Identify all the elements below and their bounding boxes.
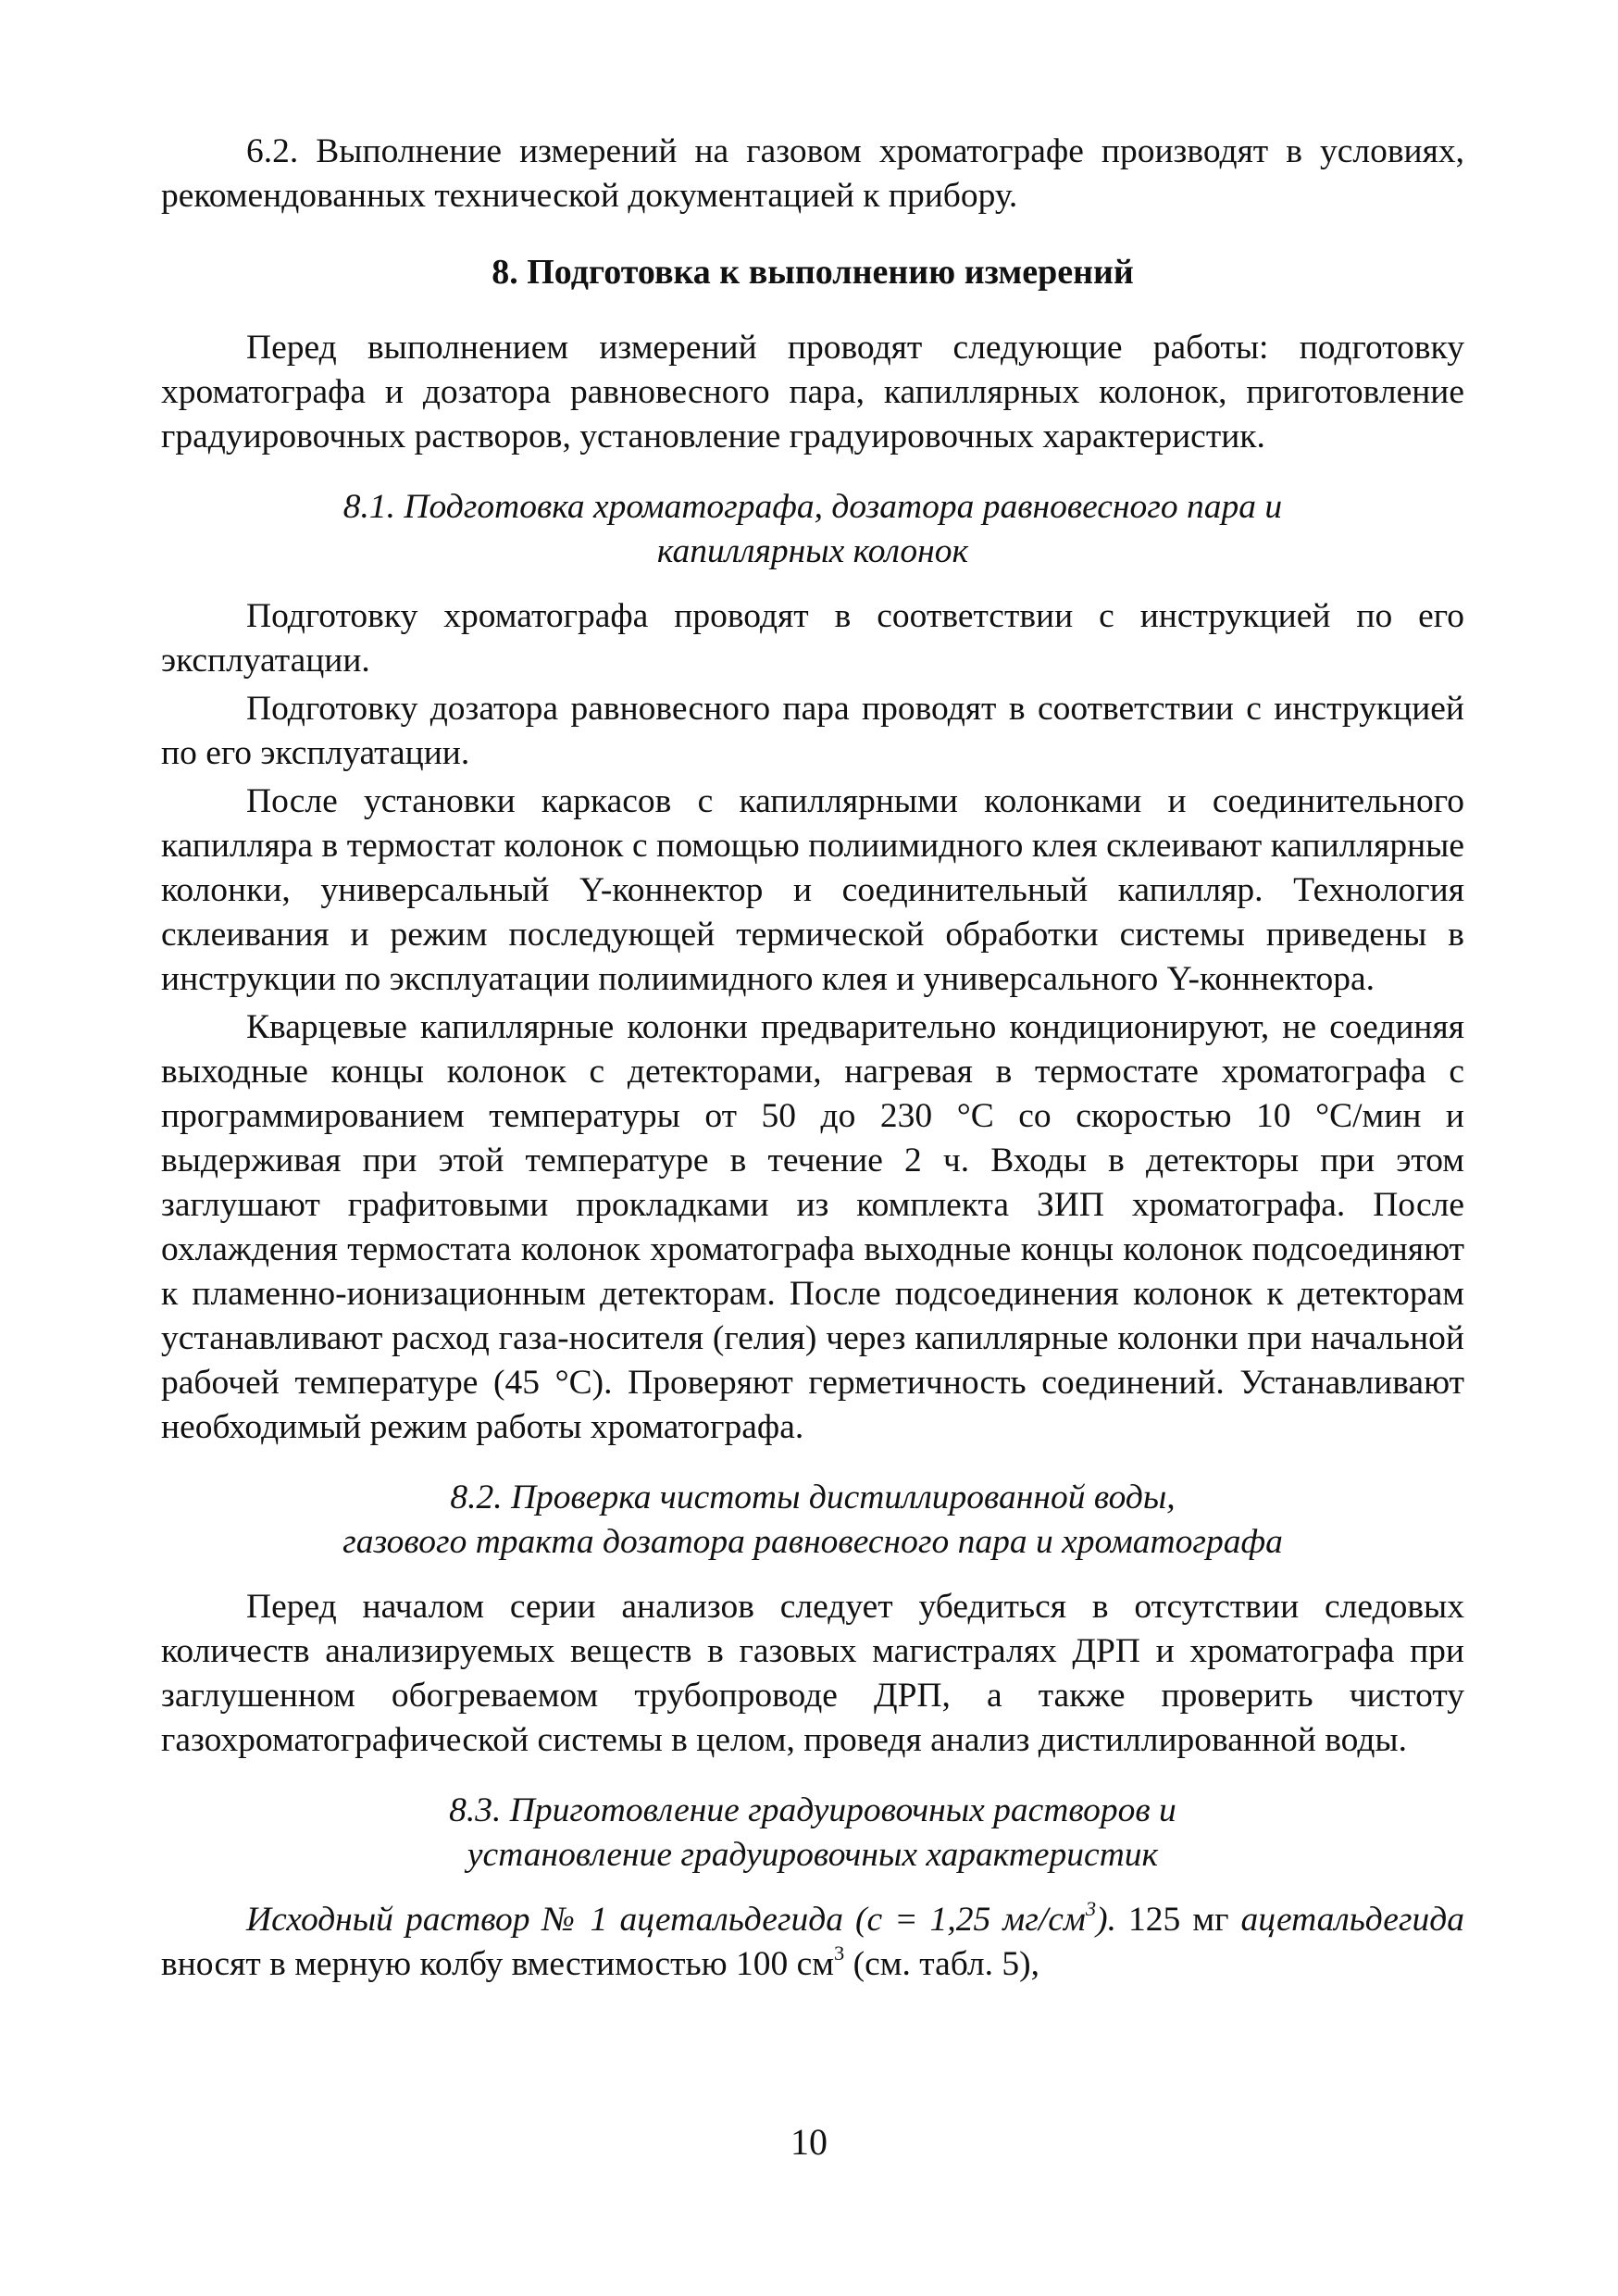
section-8-paragraph: Перед выполнением измерений проводят следующие работы: подготовку хроматографа и дозатора равновесного пара, капиллярных колонок, приготовление градуировочных растворов, установление градуировочных характеристик.: [161, 329, 1464, 455]
section-8-title: 8. Подготовка к выполнению измерений: [492, 253, 1134, 292]
section-8-2-title: [161, 1476, 1464, 1565]
section-8-3-title-line1: 8.3. Приготовление градуировочных растворов и: [449, 1791, 1176, 1829]
stock-solution-lead: [246, 1896, 1116, 1939]
section-8-1-paragraph-1: Подготовку хроматографа проводят в соответствии с инструкцией по его эксплуатации.: [161, 597, 1464, 680]
section-8-2-title-line1: 8.2. Проверка чистоты дистиллированной воды,: [450, 1479, 1176, 1516]
paragraph-6-2: 6.2. Выполнение измерений на газовом хроматографе производят в условиях, рекомендованных технической документацией к прибору.: [161, 132, 1464, 215]
section-8-1-paragraph-2: Подготовку дозатора равновесного пара проводят в соответствии с инструкцией по его эксплуатации.: [161, 690, 1464, 772]
stock-solution-text-3: (см. табл. 5),: [844, 1945, 1039, 1983]
section-8-1-paragraph-4: Кварцевые капиллярные колонки предварительно кондиционируют, не соединяя выходные концы колонок с детекторами, нагревая в термостате хроматографа с программированием температуры от 50 до 230 °С со скоростью 10 °С/мин и выдерживая при этой температуре в течение 2 ч. Входы в детекторы при этом заглушают графитовыми прокладками из комплекта ЗИП хроматографа. После охлаждения термостата колонок хроматографа выходные концы колонок подсоединяют к пламенно-ионизационным детекторам. После подсоединения колонок к детекторам устанавливают расход газа-носителя (гелия) через капиллярные колонки при начальной рабочей температуре (45 °С). Проверяют герметичность соединений. Устанавливают необходимый режим работы хроматографа.: [161, 1008, 1464, 1446]
section-8-1-paragraph-3: После установки каркасов с капиллярными колонками и соединительного капилляра в термостат колонок с помощью полиимидного клея склеивают капиллярные колонки, универсальный Y-коннектор и соединительный капилляр. Технология склеивания и режим последующей термической обработки системы приведены в инструкции по эксплуатации полиимидного клея и универсального Y-коннектора.: [161, 782, 1464, 998]
section-8-2-title-line2: газового тракта дозатора равновесного пара и хроматографа: [342, 1523, 1283, 1561]
stock-solution-text-2: вносят в мерную колбу вместимостью 100 см: [161, 1945, 835, 1983]
stock-solution-acetaldehyde: ацетальдегида: [1240, 1901, 1464, 1939]
section-8-1-title: [161, 485, 1464, 574]
section-8-1-title-line2: капиллярных колонок: [656, 532, 969, 570]
section-8-3-title-line2: установление градуировочных характеристик: [467, 1836, 1159, 1874]
stock-solution-lead-end: ).: [1096, 1901, 1116, 1939]
stock-solution-text-1: 125 мг: [1115, 1901, 1241, 1939]
stock-solution-lead-sup: 3: [1085, 1896, 1097, 1920]
stock-solution-sup: 3: [834, 1940, 845, 1965]
section-8-3-title: [161, 1789, 1464, 1878]
section-8-1-title-line1: 8.1. Подготовка хроматографа, дозатора равновесного пара и: [342, 488, 1283, 526]
document-page: [161, 130, 1464, 1987]
stock-solution-lead-text: Исходный раствор № 1 ацетальдегида (с = 1,25 мг/см: [246, 1901, 1086, 1939]
section-8-2-paragraph: Перед началом серии анализов следует убедиться в отсутствии следовых количеств анализируемых веществ в газовых магистралях ДРП и хроматографа при заглушенном обогреваемом трубопроводе ДРП, а также проверить чистоту газохроматографической системы в целом, проведя анализ дистиллированной воды.: [161, 1588, 1464, 1759]
page-number: 10: [790, 2121, 828, 2163]
section-8-3-paragraph: [161, 1898, 1464, 1987]
